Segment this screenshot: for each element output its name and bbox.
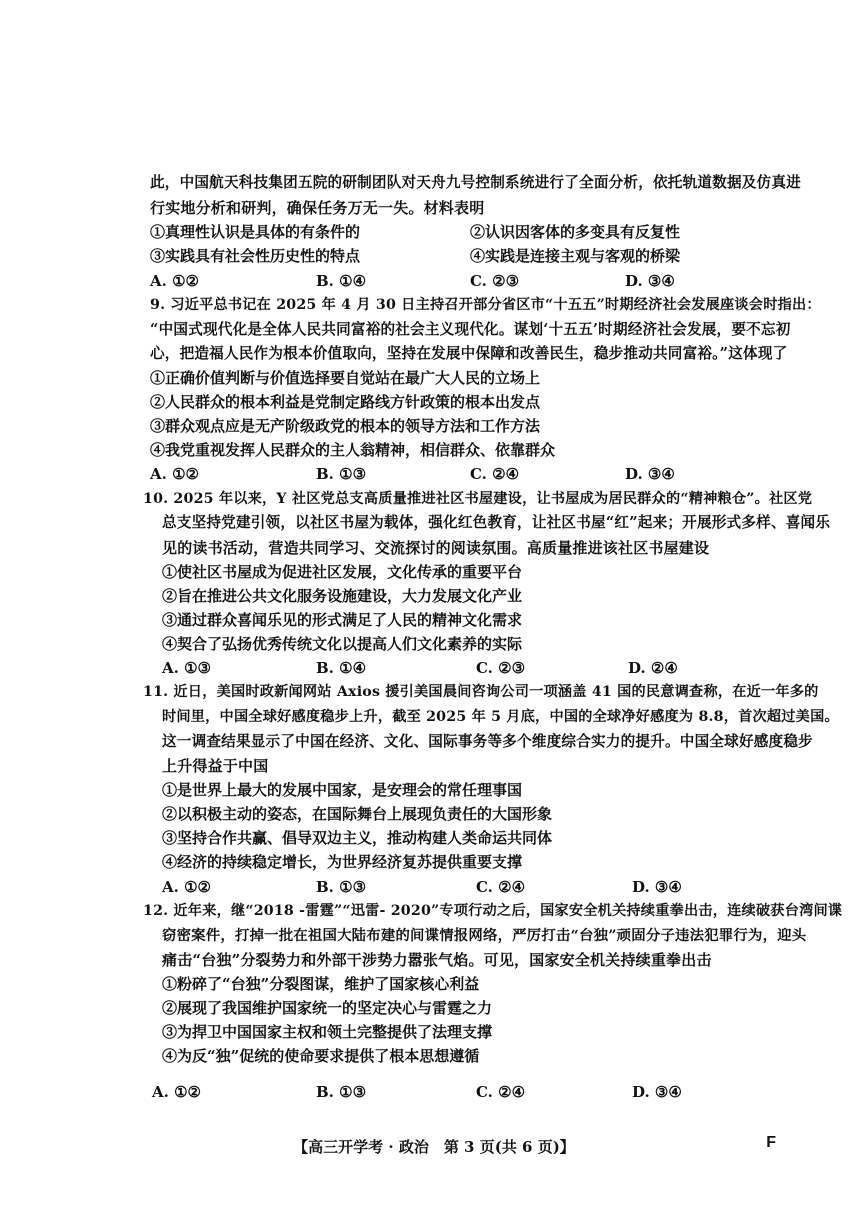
q10-line-2: 总支坚持党建引领，以社区书屋为载体，强化红色教育，让社区书屋“红”起来；开展形式多样、喜闻乐 [162,514,831,531]
q8-choice-a: A. ①② [150,272,199,290]
q12-line-3: 痛击“台独”分裂势力和外部干涉势力嚣张气焰。可见，国家安全机关持续重拳出击 [162,951,712,969]
q10-choice-a: A. ①③ [162,659,211,677]
q11-line-1: 11. 近日，美国时政新闻网站 Axios 援引美国晨间咨询公司一项涵盖 41 国的民意调查称，在近一年多的 [143,684,819,700]
q12-choice-a: A. ①② [152,1083,201,1101]
q11-choice-c: C. ②④ [476,878,526,896]
q10-choice-c: C. ②③ [476,659,526,677]
q10-choice-d: D. ②④ [628,659,678,677]
q9-option-4: ④我党重视发挥人民群众的主人翁精神，相信群众、依靠群众 [150,441,556,459]
page-footer: 【高三开学考 · 政治 第 3 页(共 6 页)】 [293,1138,575,1156]
q8-choice-b: B. ①④ [316,272,367,290]
q11-option-1: ①是世界上最大的发展中国家，是安理会的常任理事国 [162,781,523,799]
q9-choice-c: C. ②④ [470,465,520,483]
q8-option-2: ②认识因客体的多变具有反复性 [470,223,681,241]
q10-choice-b: B. ①④ [316,659,367,677]
q11-option-4: ④经济的持续稳定增长，为世界经济复苏提供重要支撑 [162,853,523,871]
q9-line-1: 9. 习近平总书记在 2025 年 4 月 30 日主持召开部分省区市“十五五”时期经济社会发展座谈会时指出： [150,297,821,313]
q12-option-2: ②展现了我国维护国家统一的坚定决心与雷霆之力 [162,999,493,1017]
q10-option-3: ③通过群众喜闻乐见的形式满足了人民的精神文化需求 [162,611,523,629]
q10-option-2: ②旨在推进公共文化服务设施建设，大力发展文化产业 [162,587,523,605]
q12-option-3: ③为捍卫中国国家主权和领土完整提供了法理支撑 [162,1023,493,1041]
q11-option-3: ③坚持合作共赢、倡导双边主义，推动构建人类命运共同体 [162,829,553,847]
q8-line-1: 此，中国航天科技集团五院的研制团队对天舟九号控制系统进行了全面分析，依托轨道数据及仿真进 [150,174,801,191]
q11-choice-b: B. ①③ [316,878,367,896]
q9-option-3: ③群众观点应是无产阶级政党的根本的领导方法和工作方法 [150,417,541,435]
q11-choice-a: A. ①② [162,878,211,896]
q9-choice-d: D. ③④ [625,465,675,483]
q9-line-3: 心，把造福人民作为根本价值取向，坚持在发展中保障和改善民生，稳步推动共同富裕。”这体现了 [150,345,788,362]
q9-choice-b: B. ①③ [316,465,367,483]
q10-line-3: 见的读书活动，营造共同学习、交流探讨的阅读氛围。高质量推进该社区书屋建设 [162,539,710,557]
q12-choice-d: D. ③④ [632,1083,682,1101]
q8-choice-d: D. ③④ [625,272,675,290]
q10-option-1: ①使社区书屋成为促进社区发展，文化传承的重要平台 [162,563,523,581]
q12-option-1: ①粉碎了“台独”分裂图谋，维护了国家核心利益 [162,975,480,993]
q12-line-2: 窃密案件，打掉一批在祖国大陆布建的间谍情报网络，严厉打击“台独”顽固分子违法犯罪行为，迎头 [162,927,807,944]
q12-choice-b: B. ①③ [316,1083,367,1101]
q8-option-1: ①真理性认识是具体的有条件的 [150,223,361,241]
q10-option-4: ④契合了弘扬优秀传统文化以提高人们文化素养的实际 [162,635,523,653]
q12-choice-c: C. ②④ [476,1083,526,1101]
q12-line-1: 12. 近年来，继“2018 -雷霆”“迅雷- 2020”专项行动之后，国家安全机关持续重拳出击，连续破获台湾间谍 [143,903,843,919]
q8-choice-c: C. ②③ [470,272,520,290]
q12-option-4: ④为反“独”促统的使命要求提供了根本思想遵循 [162,1047,480,1065]
q9-choice-a: A. ①② [150,465,199,483]
q9-option-2: ②人民群众的根本利益是党制定路线方针政策的根本出发点 [150,393,541,411]
q11-option-2: ②以积极主动的姿态，在国际舞台上展现负责任的大国形象 [162,805,553,823]
q9-option-1: ①正确价值判断与价值选择要自觉站在最广大人民的立场上 [150,369,541,387]
q9-line-2: “中国式现代化是全体人民共同富裕的社会主义现代化。谋划‘十五五’时期经济社会发展，要不忘初 [150,321,791,338]
q8-line-2: 行实地分析和研判，确保任务万无一失。材料表明 [150,199,485,217]
q11-line-4: 上升得益于中国 [162,757,269,775]
version-letter: F [766,1134,776,1151]
q11-choice-d: D. ③④ [632,878,682,896]
q11-line-2: 时间里，中国全球好感度稳步上升，截至 2025 年 5 月底，中国的全球净好感度为 8.8，首次超过美国。 [162,709,839,725]
q8-option-3: ③实践具有社会性历史性的特点 [150,247,361,265]
q8-option-4: ④实践是连接主观与客观的桥梁 [470,247,681,265]
q11-line-3: 这一调查结果显示了中国在经济、文化、国际事务等多个维度综合实力的提升。中国全球好感度稳步 [162,733,813,750]
q10-line-1: 10. 2025 年以来，Y 社区党总支高质量推进社区书屋建设，让书屋成为居民群众的“精神粮仓”。社区党 [143,491,813,507]
